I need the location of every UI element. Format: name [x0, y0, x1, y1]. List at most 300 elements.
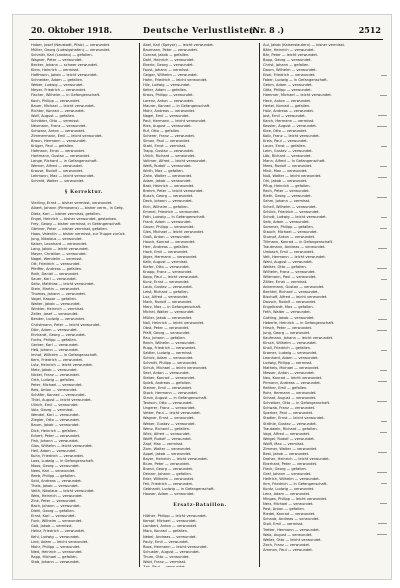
list-entry: Bayer, Heinrich — leicht verwundet. [143, 456, 208, 461]
list-entry: Daum, Wilhelm — verwundet. [263, 68, 317, 73]
list-entry: Eberhard, Peter — verwundet. [263, 461, 318, 466]
list-entry: Denzer, Johann — gefallen. [143, 471, 192, 476]
list-entry: Faust, Johann — vermisst. [143, 68, 190, 73]
list-entry: Thiel, August — leicht verwundet. [31, 398, 92, 403]
list-entry: Loos, Ludwig — in Gefangenschaft. [31, 458, 95, 463]
list-entry: Jung, Georg — verwundet. [263, 330, 311, 335]
margin-mark [380, 503, 388, 504]
list-entry: Gerber, Karl — verwundet. [31, 342, 79, 347]
list-entry: Trapp, Gustav — verwundet. [143, 148, 195, 153]
list-entry: Müller, Georg (Ludwigshafen) — verwundet. [31, 48, 111, 53]
list-entry: Schlick, Friedrich — verwundet. [263, 209, 320, 214]
margin-mark [378, 523, 387, 524]
list-entry: Rupp, Friedrich — verwundet. [143, 345, 197, 350]
list-entry: Ernst, Karl — verwundet. [31, 514, 76, 519]
list-entry: Emmel, Friedrich — verwundet. [143, 209, 200, 214]
list-entry: Bär, Peter — leicht verwundet. [263, 53, 319, 58]
list-entry: Abel, Karl (Speyer) — leicht verwundet. [143, 43, 214, 47]
list-entry: Hofmann, Ernst — verwundet. [31, 148, 86, 153]
list-entry: Mann, Alfred — in Gefangenschaft. [263, 159, 326, 164]
list-entry: Pirmann, Andreas — verwundet. [263, 381, 321, 386]
list-entry: Zech, Franz — verwundet. [263, 542, 311, 547]
list-entry: Nerz, Michael — verwundet. [263, 502, 314, 507]
list-entry: Schäfer, Konrad — verwundet. [31, 393, 86, 398]
list-entry: Veith, Nikolaus — leicht verwundet. [31, 489, 95, 494]
list-entry: Weis, Heinrich — verwundet. [31, 494, 83, 499]
list-entry: Klein, Heinrich — vermisst. [31, 68, 80, 73]
list-entry: Ludwig, Philipp — vermisst. [263, 360, 313, 365]
list-entry: Orth, Ludwig — gefallen. [31, 378, 76, 383]
margin-mark [381, 421, 387, 422]
list-entry: Karch, Hermann — vermisst. [263, 118, 315, 123]
list-entry: Ungerer, Franz — verwundet. [143, 406, 196, 411]
list-entry: Ackermann, Gustav — verwundet. [263, 285, 325, 290]
list-entry: Neumann, Franz — verwundet. [31, 123, 87, 128]
list-entry: Sperber, Paul — verwundet. [263, 411, 314, 416]
list-entry: Groß, Anton — verwundet. [143, 234, 191, 239]
list-entry: Wick, Alfred — verwundet. [143, 431, 191, 436]
margin-mark [380, 95, 388, 96]
list-entry: Minges, Philipp — leicht verwundet. [263, 497, 328, 502]
list-entry: Albert, Johann (Pirmasens) — bisher verm., in Gefg. [31, 206, 124, 211]
column-2 [143, 43, 257, 567]
list-entry: Kirsch, Wilhelm — verwundet. [263, 340, 317, 345]
list-entry: Heß, Johann — verwundet. [31, 347, 79, 352]
column-1 [31, 43, 137, 567]
list-entry: Kuntz, Ludwig — verwundet. [263, 487, 315, 492]
list-entry: Nagel, Emil — verwundet. [143, 113, 190, 118]
list-entry: Mack, Rudolf — verwundet. [143, 300, 193, 305]
list-entry: Stein, Martin — verwundet. [31, 287, 81, 292]
list-entry: Fuchs, Philipp — gefallen. [31, 337, 78, 342]
list-entry: Eckert, Peter — verwundet. [31, 433, 81, 438]
column-divider-1 [139, 43, 140, 567]
list-entry: Eisel, Friedrich — verwundet. [263, 73, 316, 78]
margin-mark [381, 217, 387, 218]
list-entry: Hauck, Konrad — verwundet. [143, 239, 196, 244]
list-entry: Nied, Heinrich — verwundet. [31, 549, 83, 554]
list-entry: Reither, Emil — gefallen. [263, 386, 308, 391]
list-entry: Lauer, Ernst — gefallen. [263, 143, 307, 148]
list-entry: Busch, Georg — verwundet. [143, 194, 194, 199]
list-entry: Brehm, Peter — leicht verwundet. [143, 189, 204, 194]
section-heading: § Korrektur. [64, 190, 104, 196]
list-entry: Knoll, Friedrich — gefallen. [263, 345, 312, 350]
list-entry: Imhof, Wilhelm — in Gefangenschaft. [31, 352, 98, 357]
list-entry: Hahn, Friedrich — leicht verwundet. [143, 78, 208, 83]
list-entry: Schneider, Adam — gefallen. [31, 78, 84, 83]
list-entry: Kreis, Paul — verwundet. [263, 138, 308, 143]
header-issue-number: (Nr. 8 .) [249, 25, 285, 35]
list-entry: Zöller, Ernst — vermisst. [263, 280, 308, 285]
list-entry: Wendel, Karl — verwundet. [31, 413, 80, 418]
header-title: Deutsche Verlustlisten. [143, 25, 259, 35]
list-entry: Sold, Andreas — verwundet. [31, 478, 82, 483]
list-entry: Sommer, Philipp — gefallen. [263, 224, 314, 229]
list-entry: Zeller, Josef — verwundet. [31, 312, 79, 317]
list-entry: Ott, Friedrich — verwundet. [31, 261, 81, 266]
list-entry: Kramer, Ludwig — verwundet. [263, 350, 318, 355]
list-entry: Stoll, Emil — vermisst. [263, 522, 304, 527]
list-entry: Wagner, Ernst — verwundet. [143, 416, 195, 421]
list-entry: Peter, Michael — verwundet. [31, 383, 83, 388]
list-entry: Keller, Adam — gefallen. [143, 88, 188, 93]
list-entry: Seel, Anton — verwundet. [143, 371, 190, 376]
list-entry: Jung, Nikolaus — verwundet. [31, 236, 83, 241]
list-entry: Riedel, Konrad — verwundet. [263, 512, 316, 517]
list-entry: Dausch, Rudolf — verwundet. [263, 300, 317, 305]
list-entry: Nebel, Andreas — verwundet. [143, 534, 197, 539]
list-entry: Krüger, Paul — gefallen. [31, 143, 75, 148]
margin-mark [380, 432, 388, 433]
list-entry: Gaß, Jakob — vermisst. [31, 524, 73, 529]
list-entry: Wagner, Peter — verwundet. [31, 58, 83, 63]
list-entry: Seib, Adam — verwundet. [263, 219, 310, 224]
list-entry: Engel, Heinrich — bisher verwundet, gestorben. [31, 216, 118, 221]
list-entry: Strub, August — in Gefangenschaft. [143, 396, 208, 401]
list-entry: Lutz, Heinrich — leicht verwundet. [31, 362, 93, 367]
list-entry: Wittmann, Paul — verwundet. [263, 275, 317, 280]
margin-mark [380, 299, 388, 300]
list-entry: Sieber, Konrad — verwundet. [143, 376, 196, 381]
list-entry: Appel, Jakob — verwundet. [143, 451, 192, 456]
list-entry: Schreiber, Otto — in Gefangenschaft. [263, 401, 331, 406]
list-entry: Stab, Johann — verwundet. [31, 559, 80, 564]
margin-mark [381, 350, 387, 351]
list-entry: Schwab, Franz — verwundet. [263, 406, 316, 411]
list-entry: Dick, Heinrich — gefallen. [31, 428, 78, 433]
header-page-number: 2512 [358, 25, 381, 35]
list-entry: Deck, Johann — verwundet. [143, 199, 193, 204]
list-entry: Theis, Jakob — verwundet. [31, 484, 79, 489]
list-entry: Lehmann, Max — leicht verwundet. [31, 174, 95, 179]
list-entry: Pflug, Heinrich — gefallen. [263, 184, 311, 189]
list-entry: Leist, Richard — gefallen. [143, 290, 189, 295]
list-entry: Fath, Ludwig — in Gefangenschaft. [143, 214, 206, 219]
list-entry: Weber, Ludwig — verwundet. [31, 83, 84, 88]
list-entry: Zimmermann, Emil — leicht verwundet. [31, 133, 103, 138]
list-entry: Kern, Friedrich — verwundet. [31, 357, 84, 362]
list-entry: Ehrhardt, Georg — verwundet. [31, 332, 86, 337]
margin-mark [381, 483, 387, 484]
list-entry: Lind, Adam — leicht verwundet. [31, 539, 89, 544]
list-entry: Schick, Adam — verwundet. [143, 355, 194, 360]
list-entry: Gauer, Philipp — verwundet. [143, 224, 195, 229]
list-entry: Adam, Jakob — verwundet. [143, 179, 192, 184]
list-entry: Rapp, Michael — gefallen. [31, 554, 78, 559]
list-entry: Blum, Peter — verwundet. [143, 461, 191, 466]
list-entry: Merz, Max — in Gefangenschaft. [143, 305, 202, 310]
list-entry: Spieß, Andreas — gefallen. [143, 381, 192, 386]
list-entry: Gies, Michael — leicht verwundet. [143, 229, 205, 234]
list-entry: Schuh, Michael — leicht verwundet. [143, 366, 208, 370]
list-entry: Marx, Konrad — gefallen. [143, 529, 189, 534]
list-entry: Fischer, Wilhelm — in Gefangenschaft. [31, 93, 101, 98]
list-entry: Götz, Philipp — verwundet. [263, 88, 312, 93]
list-entry: Klee, Otto — verwundet. [263, 128, 308, 133]
list-entry: Lux, Alfred — verwundet. [143, 295, 189, 300]
list-entry: Fink, Johann — verwundet. [31, 438, 79, 443]
list-entry: Weiß, Rudolf — verwundet. [143, 164, 192, 169]
list-entry: Becker, Johann — schwer verwundet. [31, 63, 99, 68]
list-entry: Rohr, Hermann — verwundet. [263, 391, 317, 396]
list-entry: Gebhardt, Ludwig — in Gefangenschaft. [143, 487, 215, 492]
list-entry: Diehl, Georg — gefallen. [31, 509, 75, 514]
list-entry: Reich, Wilhelm — verwundet. [143, 340, 196, 345]
list-entry: Walz, August — verwundet. [263, 532, 313, 537]
list-entry: Vetter, Paul — leicht verwundet. [143, 411, 201, 416]
list-entry: Kolb, Franz — leicht verwundet. [263, 133, 320, 138]
list-entry: Noll, Heinrich — leicht verwundet. [143, 320, 205, 325]
list-entry: Hüther, Philipp — leicht verwundet. [143, 514, 207, 519]
list-entry: Jost, Emil — verwundet. [263, 113, 306, 118]
margin-mark [380, 166, 388, 167]
list-entry: Dietz, Karl — bisher vermisst, gefallen. [31, 211, 101, 216]
list-entry: Zink, Peter — verwundet. [31, 499, 77, 504]
list-entry: Ihm, Friedrich — in Gefangenschaft. [263, 482, 328, 487]
list-entry: Scherer, Franz — verwundet. [143, 133, 195, 138]
margin-mark [380, 370, 388, 371]
list-entry: Schmitt, Karl (Landau) — gefallen. [31, 53, 93, 58]
list-entry: Wolf, August — gefallen. [31, 113, 76, 118]
list-entry: Reis, Anton — verwundet. [31, 388, 78, 393]
margin-mark [377, 197, 388, 198]
list-entry: Ziegler, Otto — verwundet. [31, 418, 81, 423]
list-entry: Hock, Emil — verwundet. [143, 249, 189, 254]
margin-mark [377, 126, 388, 127]
list-entry: Zorn, Walter — verwundet. [143, 446, 192, 451]
newspaper-page [12, 14, 392, 580]
margin-mark [381, 146, 387, 147]
list-entry: Feth, Walter — verwundet. [263, 310, 311, 315]
list-entry: Dörr, Adam — verwundet. [31, 327, 78, 332]
list-entry: Hertel, Konrad — gefallen. [263, 103, 311, 108]
list-entry: Dreher, Heinrich — leicht verwundet. [263, 456, 330, 461]
list-entry: Thum, Otto — verwundet. [143, 554, 190, 559]
list-entry: Werner, Alfred — verwundet. [31, 164, 84, 169]
list-entry: Haas, Valentin — bisher vermisst, zur Truppe zurück. [31, 231, 126, 236]
list-entry: Wahl, August — verwundet. [263, 260, 313, 265]
list-entry: Krause, Rudolf — verwundet. [31, 169, 84, 174]
list-entry: Sauer, Karl — verwundet. [31, 277, 77, 282]
list-entry: Nickel, Franz — verwundet. [31, 373, 80, 377]
header-rule [29, 39, 383, 40]
list-entry: Sattler, Ludwig — vermisst. [143, 350, 193, 355]
list-entry: Feil, Friedrich — verwundet. [143, 482, 194, 487]
list-entry: Ries, August — verwundet. [143, 123, 192, 128]
list-entry: Kaufmann, Johann — leicht verwundet. [263, 335, 334, 340]
list-entry: Kuhn, Friedrich — verwundet. [31, 453, 85, 458]
margin-mark [378, 248, 387, 249]
list-entry: Wenz, Richard — gefallen. [143, 426, 191, 431]
list-entry: Ruf, Otto — gefallen. [143, 128, 181, 133]
list-entry: Fleck, Georg — gefallen. [263, 466, 307, 471]
list-entry: Ströhle, Gustav — verwundet. [263, 421, 317, 426]
list-entry: Huber, Josef (Neustadt, Pfalz) — verwundet. [31, 43, 111, 47]
list-entry: Schott, Ludwig — leicht verwundet. [263, 214, 327, 219]
list-entry: Engelhardt, Max — gefallen. [263, 305, 314, 310]
list-entry: Conrad, Jakob — gefallen. [143, 53, 190, 58]
list-entry: Kiefer, Otto — verwundet. [143, 265, 190, 270]
list-entry: Christ, Johann — gefallen. [263, 63, 310, 68]
list-entry: Baumann, Peter — verwundet. [143, 48, 199, 53]
list-entry: Nuß, Walter — leicht verwundet. [263, 174, 322, 179]
list-entry: Geiger, Wilhelm — verwundet. [143, 73, 198, 78]
list-entry: Weller, Otto — leicht verwundet. [263, 537, 322, 542]
list-entry: Winkler, Heinrich — vermisst. [31, 307, 85, 312]
list-entry: Heberle, Heinrich — in Gefangenschaft. [263, 320, 335, 325]
list-entry: Pfaff, Georg — verwundet. [143, 330, 191, 335]
list-entry: Kaiser, Leonhard — verwundet. [31, 241, 88, 246]
list-entry: Reeb, Philipp — gefallen. [31, 473, 76, 478]
list-entry: Wirth, Max — gefallen. [143, 169, 184, 174]
list-entry: Lang, Jakob — leicht verwundet. [31, 246, 89, 251]
list-entry: Hirsch, Peter — verwundet. [263, 325, 313, 330]
list-entry: Heck, Anton — verwundet. [263, 98, 312, 103]
list-entry: Meyer, Friedrich — verwundet. [31, 88, 87, 93]
list-entry: Bach, Johann — verwundet. [31, 504, 81, 509]
margin-mark [377, 401, 388, 402]
list-entry: Kraus, Philipp — verwundet. [143, 93, 194, 98]
list-entry: Lambert, Anton — verwundet. [143, 524, 198, 529]
list-entry: Heinz, Friedrich — verwundet. [31, 529, 86, 534]
list-entry: Lange, Richard — in Gefangenschaft. [31, 159, 98, 164]
list-entry: Matheis, Michael — verwundet. [263, 366, 320, 370]
list-entry: Rau, Johann — gefallen. [143, 335, 186, 340]
list-entry: Welker, Otto — gefallen. [263, 265, 307, 270]
list-entry: Braun, Hermann — verwundet. [31, 138, 87, 143]
list-entry: Zahn, Walter — verwundet. [143, 174, 193, 179]
list-entry: Mohr, Andreas — verwundet. [143, 108, 196, 113]
list-entry: Roth, Daniel — verwundet. [31, 272, 80, 277]
list-entry: Ammon, Paul — verwundet. [263, 547, 313, 552]
list-entry: Volz, Georg — vermisst. [31, 408, 74, 413]
list-entry: Vierling, Ernst — bisher vermisst, verwundet. [31, 201, 113, 206]
list-entry: Stadler, Ernst — leicht verwundet. [263, 416, 325, 421]
list-entry: Schuster, August — verwundet. [143, 549, 200, 554]
list-entry: Vollmer, Alfred — leicht verwundet. [143, 159, 207, 164]
list-entry: Jäger, Hermann — verwundet. [143, 254, 198, 259]
list-entry: Seitz, Matthias — leicht verwundet. [31, 282, 95, 287]
list-entry: Koch, Philipp — verwundet. [31, 98, 81, 103]
list-entry: Gehm, Adam — verwundet. [263, 83, 313, 88]
list-entry: Maurer, Konrad — in Gefangenschaft. [143, 103, 211, 108]
list-entry: Best, Jakob — verwundet. [263, 451, 310, 456]
list-entry: Zapf, Max — vermisst. [143, 441, 184, 446]
margin-mark [377, 472, 388, 473]
list-entry: Tillmann, Konrad — in Gefangenschaft. [263, 239, 334, 244]
list-entry: Simon, Paul — verwundet. [143, 138, 191, 143]
list-entry: Bechtel, Richard — verwundet. [263, 290, 319, 295]
list-entry: Roos, Hermann — leicht verwundet. [143, 544, 208, 549]
margin-mark [378, 381, 387, 382]
list-entry: Kehl, Ludwig — verwundet. [31, 534, 80, 539]
list-entry: Walter, Jakob — verwundet. [31, 302, 81, 307]
list-entry: Mohr, Philipp — verwundet. [31, 544, 81, 549]
list-entry: Schröder, Otto — vermisst. [31, 118, 80, 123]
list-entry: Rech, Peter — verwundet. [263, 189, 310, 194]
list-entry: Glas, Wilhelm — leicht verwundet. [31, 443, 93, 448]
list-entry: Wilhelm, Franz — verwundet. [263, 270, 316, 275]
list-entry: Bähr, Heinrich — verwundet. [263, 48, 315, 53]
list-entry: Obst, Peter — verwundet. [143, 325, 190, 330]
list-entry: Christmann, Peter — leicht verwundet. [31, 322, 101, 327]
column-divider-2 [259, 43, 260, 567]
list-entry: Teutsch, Otto — verwundet. [143, 401, 193, 406]
list-entry: Schwarz, Anton — verwundet. [31, 128, 86, 133]
list-entry: Ullrich, Emil — verwundet. [31, 403, 79, 408]
list-entry: Tretter, Hermann — verwundet. [263, 527, 320, 532]
margin-mark [381, 279, 387, 280]
margin-mark [378, 115, 387, 116]
list-entry: Stauch, Michael — verwundet. [263, 229, 318, 234]
list-entry: Eberle, Georg — verwundet. [143, 63, 194, 68]
list-entry: Wald, Franz — vermisst. [143, 559, 187, 564]
list-entry: Trautmann, Andreas — verwundet. [263, 244, 326, 249]
list-entry: Löb, Richard — verwundet. [263, 154, 312, 159]
margin-mark [380, 228, 388, 229]
list-entry: Hammer, Michael — leicht verwundet. [263, 93, 332, 98]
list-entry: Eder, Wilhelm — verwundet. [143, 477, 195, 482]
list-entry: Dahl, Heinrich — verwundet. [143, 58, 195, 63]
list-entry: Mink, Max — verwundet. [263, 169, 308, 174]
section-heading: Ersatz-Bataillon. [173, 503, 227, 509]
list-entry: Schell, Wilhelm — verwundet. [263, 204, 317, 209]
list-entry: Kessler, August — verwundet. [263, 123, 317, 128]
list-entry: Kopp, Paul — leicht verwundet. [143, 275, 199, 280]
list-entry: Stock, Hermann — verwundet. [143, 391, 199, 396]
list-entry: Stahl, Ernst — vermisst. [143, 143, 187, 148]
list-entry: Frank, Adam — verwundet. [143, 219, 192, 224]
list-entry: Pauly, Emil — verwundet. [143, 539, 189, 544]
list-entry: Bauer, Michael — leicht verwundet. [31, 103, 95, 108]
list-entry: Faber, Ludwig — in Gefangenschaft. [263, 78, 328, 83]
list-entry: Schmitt, Philipp — verwundet. [143, 360, 198, 365]
margin-mark [377, 330, 388, 331]
list-entry: Frey, Georg — bisher vermisst, in Gefangenschaft. [31, 221, 122, 226]
list-entry: Wolff, Rudolf — verwundet. [143, 436, 192, 441]
list-entry: Holz, Andreas — verwundet. [263, 108, 315, 113]
list-entry: Neu, Konrad — leicht verwundet. [263, 376, 323, 381]
margin-mark [377, 268, 388, 269]
column-3 [263, 43, 381, 567]
list-entry: Metz, Jakob — verwundet. [31, 367, 78, 372]
list-entry: Schaub, Andreas — verwundet. [263, 517, 320, 522]
list-entry: Schaaf, August — verwundet. [263, 396, 317, 401]
list-entry: Steiner, Emil — verwundet. [143, 386, 193, 391]
list-entry: Hauser, Adam — verwundet. [143, 492, 195, 497]
list-entry: Leonhard, Adam — verwundet. [263, 355, 319, 360]
list-entry: Kempf, Michael — verwundet. [143, 519, 197, 524]
list-entry: Mayer, Christian — verwundet. [31, 251, 87, 256]
list-entry: Stumpf, Anton — verwundet. [263, 234, 316, 239]
list-entry: Bischoff, Alfred — leicht verwundet. [263, 295, 328, 300]
list-entry: Helfrich, Wilhelm — verwundet. [263, 477, 320, 482]
list-entry: Baum, Jakob — verwundet. [31, 423, 80, 428]
list-entry: Hartmann, Gustav — verwundet. [31, 154, 91, 159]
list-entry: Nagel, Wendelin — vermisst. [31, 256, 83, 261]
list-entry: Kalb, August — vermisst. [143, 260, 189, 265]
margin-mark [378, 319, 387, 320]
list-entry: Ulrich, Richard — verwundet. [143, 154, 196, 159]
list-entry: Messer, Anton — verwundet. [263, 371, 315, 376]
page-header [13, 15, 391, 37]
list-entry: Hilz, Ludwig — verwundet. [143, 83, 191, 88]
list-entry: Weber, Gustav — verwundet. [143, 421, 196, 426]
list-entry: Paul, Hermann — leicht verwundet. [143, 118, 207, 123]
list-entry: Schmid, Walter — verwundet. [31, 179, 85, 184]
list-entry: Gärtner, Peter — bisher vermisst, gefallen. [31, 226, 108, 231]
